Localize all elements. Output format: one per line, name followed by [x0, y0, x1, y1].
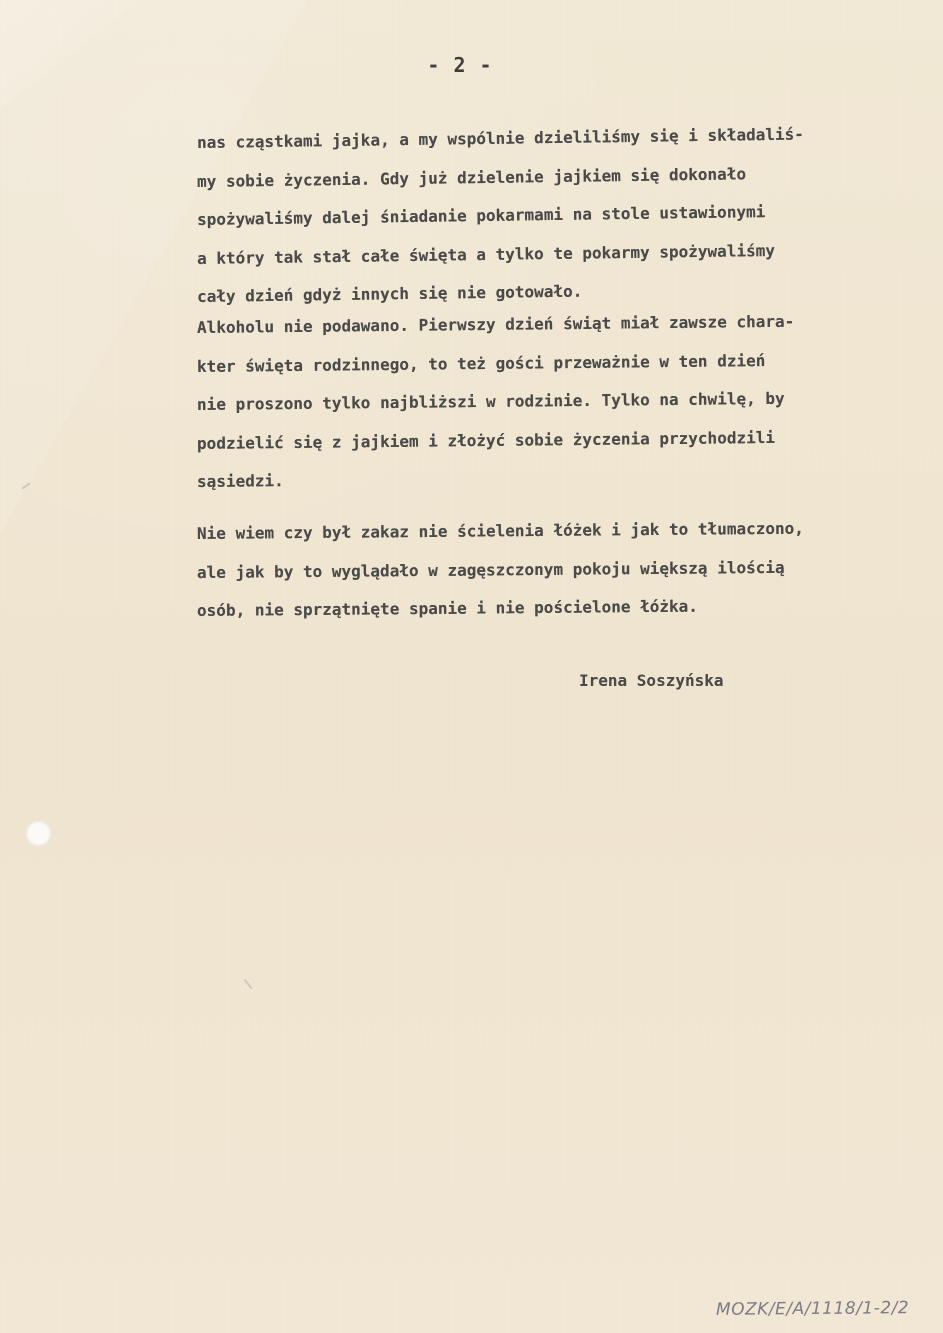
paragraph-1-line-4: a który tak stał całe święta a tylko te pokarmy spożywaliśmy	[196, 240, 776, 268]
paragraph-2-line-1: Alkoholu nie podawano. Pierwszy dzień świąt miał zawsze chara-	[196, 311, 795, 337]
paragraph-2	[197, 309, 794, 502]
paragraph-2-line-3: nie proszono tylko najbliższi w rodzinie. Tylko na chwilę, by	[196, 388, 785, 414]
paragraph-3-line-1: Nie wiem czy był zakaz nie ścielenia łóżek i jak to tłumaczono,	[196, 518, 804, 543]
paper-mark	[21, 482, 30, 489]
signature: Irena Soszyńska	[579, 671, 724, 690]
paragraph-3-line-2: ale jak by to wyglądało w zagęszczonym pokoju większą ilością	[196, 557, 785, 582]
paper-mark	[244, 979, 253, 990]
paragraph-3	[197, 515, 804, 631]
paragraph-1-line-1: nas cząstkami jajka, a my wspólnie dzieliliśmy się i składaliś-	[196, 124, 804, 152]
paragraph-1-line-3: spożywaliśmy dalej śniadanie pokarmami na stole ustawionymi	[196, 202, 766, 229]
paragraph-1-line-2: my sobie życzenia. Gdy już dzielenie jajkiem się dokonało	[196, 163, 747, 191]
paragraph-1-line-5: cały dzień gdyż innych się nie gotowało.	[196, 281, 583, 306]
paragraph-3-line-3: osób, nie sprzątnięte spanie i nie pościelone łóżka.	[196, 596, 698, 620]
archive-reference: MOZK/E/A/1118/1-2/2	[715, 1298, 910, 1320]
paper-fold-highlight	[0, 0, 140, 110]
paragraph-2-line-4: podzielić się z jajkiem i złożyć sobie życzenia przychodzili	[196, 427, 776, 453]
paragraph-2-line-5: sąsiedzi.	[196, 471, 284, 491]
paragraph-2-line-2: kter święta rodzinnego, to też gości przeważnie w ten dzień	[196, 350, 766, 376]
punch-hole	[26, 821, 51, 846]
paragraph-1	[197, 124, 804, 317]
page-number: - 2 -	[427, 53, 493, 77]
